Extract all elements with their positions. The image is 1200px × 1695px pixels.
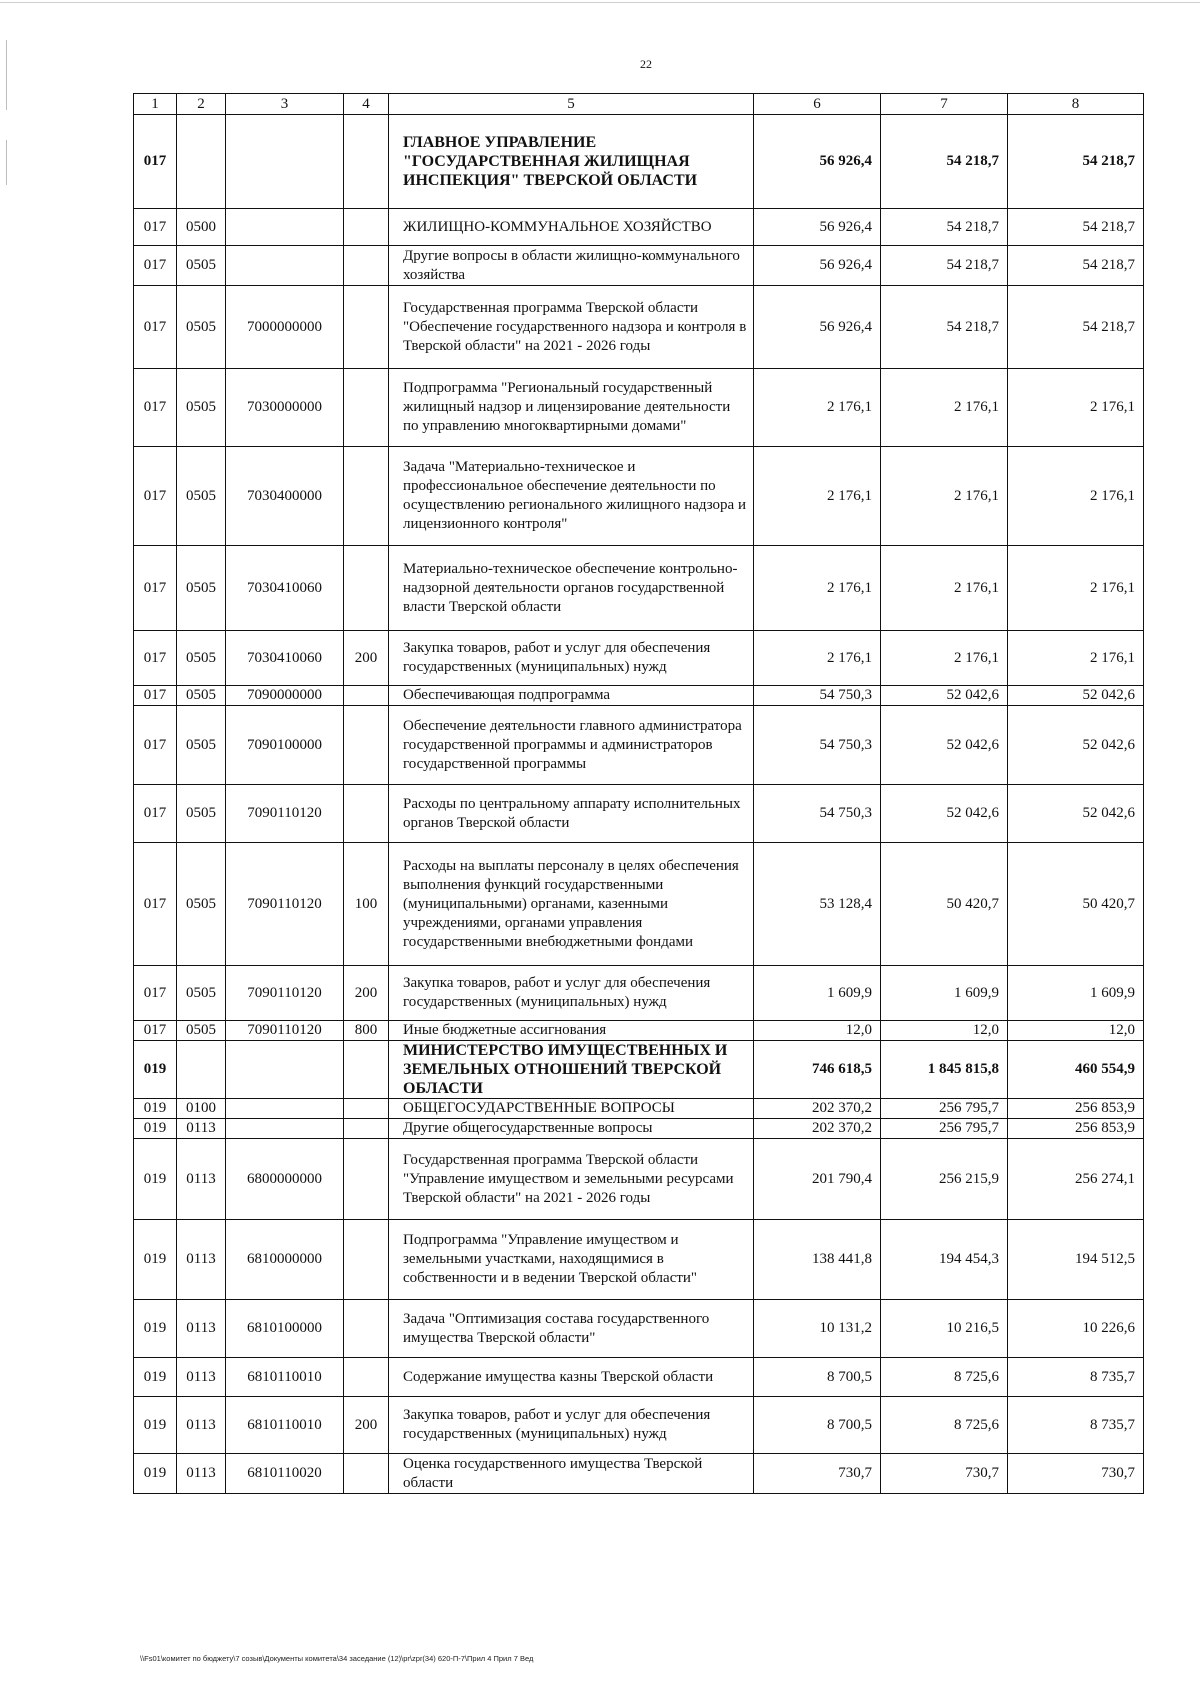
amount-2022-cell: 2 176,1: [754, 447, 881, 546]
target-article-cell: 6810110010: [226, 1397, 344, 1454]
section-code-cell: 0500: [177, 209, 226, 246]
table-row: [134, 369, 1144, 447]
item-name-cell: ГЛАВНОЕ УПРАВЛЕНИЕ "ГОСУДАРСТВЕННАЯ ЖИЛИЩНАЯ ИНСПЕКЦИЯ" ТВЕРСКОЙ ОБЛАСТИ: [389, 115, 754, 209]
column-header: 1: [134, 94, 177, 115]
amount-2024-cell: 52 042,6: [1008, 785, 1144, 843]
amount-2024-cell: 2 176,1: [1008, 546, 1144, 631]
expense-type-cell: [344, 1119, 389, 1139]
gov-code-cell: 019: [134, 1119, 177, 1139]
section-code-cell: 0505: [177, 843, 226, 966]
scan-edge-line: [0, 2, 1200, 3]
gov-code-cell: 017: [134, 686, 177, 706]
amount-2023-cell: 50 420,7: [881, 843, 1008, 966]
item-name-cell: Иные бюджетные ассигнования: [389, 1021, 754, 1041]
gov-code-cell: 017: [134, 447, 177, 546]
table-row: [134, 286, 1144, 369]
expense-type-cell: 200: [344, 966, 389, 1021]
amount-2023-cell: 52 042,6: [881, 686, 1008, 706]
section-code-cell: 0505: [177, 686, 226, 706]
item-name-cell: Закупка товаров, работ и услуг для обеспечения государственных (муниципальных) нужд: [389, 1397, 754, 1454]
item-name-cell: Другие вопросы в области жилищно-коммунального хозяйства: [389, 246, 754, 286]
amount-2023-cell: 2 176,1: [881, 631, 1008, 686]
table-row: [134, 966, 1144, 1021]
amount-2023-cell: 2 176,1: [881, 447, 1008, 546]
target-article-cell: 7090110120: [226, 843, 344, 966]
expense-type-cell: [344, 369, 389, 447]
expense-type-cell: [344, 286, 389, 369]
gov-code-cell: 019: [134, 1041, 177, 1099]
column-header: 5: [389, 94, 754, 115]
column-header: 2: [177, 94, 226, 115]
target-article-cell: 6810110010: [226, 1358, 344, 1397]
amount-2024-cell: 8 735,7: [1008, 1397, 1144, 1454]
gov-code-cell: 017: [134, 966, 177, 1021]
amount-2022-cell: 54 750,3: [754, 706, 881, 785]
table-row: [134, 1139, 1144, 1220]
target-article-cell: 7090100000: [226, 706, 344, 785]
amount-2023-cell: 52 042,6: [881, 785, 1008, 843]
item-name-cell: Содержание имущества казны Тверской области: [389, 1358, 754, 1397]
gov-code-cell: 019: [134, 1220, 177, 1300]
amount-2022-cell: 53 128,4: [754, 843, 881, 966]
target-article-cell: [226, 246, 344, 286]
amount-2022-cell: 746 618,5: [754, 1041, 881, 1099]
column-header: 4: [344, 94, 389, 115]
gov-code-cell: 017: [134, 843, 177, 966]
amount-2024-cell: 256 274,1: [1008, 1139, 1144, 1220]
amount-2023-cell: 1 845 815,8: [881, 1041, 1008, 1099]
target-article-cell: [226, 115, 344, 209]
target-article-cell: 6800000000: [226, 1139, 344, 1220]
section-code-cell: 0113: [177, 1454, 226, 1494]
amount-2023-cell: 52 042,6: [881, 706, 1008, 785]
amount-2023-cell: 54 218,7: [881, 246, 1008, 286]
amount-2022-cell: 12,0: [754, 1021, 881, 1041]
section-code-cell: 0100: [177, 1099, 226, 1119]
amount-2023-cell: 54 218,7: [881, 286, 1008, 369]
table-row: [134, 546, 1144, 631]
section-code-cell: 0505: [177, 369, 226, 447]
target-article-cell: 7030000000: [226, 369, 344, 447]
expense-type-cell: [344, 1300, 389, 1358]
item-name-cell: Другие общегосударственные вопросы: [389, 1119, 754, 1139]
item-name-cell: Подпрограмма "Управление имуществом и земельными участками, находящимися в собственности и в ведении Тверской области": [389, 1220, 754, 1300]
amount-2023-cell: 8 725,6: [881, 1397, 1008, 1454]
amount-2024-cell: 2 176,1: [1008, 369, 1144, 447]
amount-2022-cell: 54 750,3: [754, 686, 881, 706]
amount-2024-cell: 256 853,9: [1008, 1119, 1144, 1139]
column-header: 3: [226, 94, 344, 115]
target-article-cell: 7000000000: [226, 286, 344, 369]
expense-type-cell: 100: [344, 843, 389, 966]
amount-2024-cell: 52 042,6: [1008, 706, 1144, 785]
section-code-cell: 0113: [177, 1300, 226, 1358]
amount-2024-cell: 256 853,9: [1008, 1099, 1144, 1119]
table-row: [134, 1220, 1144, 1300]
amount-2022-cell: 56 926,4: [754, 209, 881, 246]
scan-edge-mark: [6, 140, 7, 185]
amount-2022-cell: 2 176,1: [754, 631, 881, 686]
amount-2022-cell: 2 176,1: [754, 369, 881, 447]
amount-2022-cell: 8 700,5: [754, 1358, 881, 1397]
amount-2023-cell: 2 176,1: [881, 546, 1008, 631]
amount-2024-cell: 54 218,7: [1008, 286, 1144, 369]
target-article-cell: 7090110120: [226, 1021, 344, 1041]
expense-type-cell: [344, 115, 389, 209]
gov-code-cell: 017: [134, 246, 177, 286]
expense-type-cell: [344, 1454, 389, 1494]
expense-type-cell: [344, 1041, 389, 1099]
section-code-cell: 0505: [177, 631, 226, 686]
gov-code-cell: 017: [134, 209, 177, 246]
amount-2024-cell: 2 176,1: [1008, 631, 1144, 686]
amount-2024-cell: 12,0: [1008, 1021, 1144, 1041]
scan-edge-mark: [6, 40, 7, 110]
amount-2023-cell: 54 218,7: [881, 115, 1008, 209]
amount-2022-cell: 730,7: [754, 1454, 881, 1494]
table-row: [134, 1397, 1144, 1454]
amount-2022-cell: 1 609,9: [754, 966, 881, 1021]
item-name-cell: Закупка товаров, работ и услуг для обеспечения государственных (муниципальных) нужд: [389, 966, 754, 1021]
section-code-cell: 0113: [177, 1220, 226, 1300]
section-code-cell: 0505: [177, 286, 226, 369]
gov-code-cell: 017: [134, 546, 177, 631]
section-code-cell: 0505: [177, 706, 226, 785]
gov-code-cell: 019: [134, 1358, 177, 1397]
item-name-cell: МИНИСТЕРСТВО ИМУЩЕСТВЕННЫХ И ЗЕМЕЛЬНЫХ ОТНОШЕНИЙ ТВЕРСКОЙ ОБЛАСТИ: [389, 1041, 754, 1099]
gov-code-cell: 019: [134, 1454, 177, 1494]
file-path-footer: \\Fs01\комитет по бюджету\7 созыв\Документы комитета\34 заседание (12)\pr\zpr(34) 620-П-7\Прил 4 Прил 7 Вед: [140, 1654, 534, 1663]
amount-2024-cell: 8 735,7: [1008, 1358, 1144, 1397]
gov-code-cell: 019: [134, 1300, 177, 1358]
amount-2024-cell: 460 554,9: [1008, 1041, 1144, 1099]
amount-2024-cell: 54 218,7: [1008, 246, 1144, 286]
expense-type-cell: [344, 1099, 389, 1119]
section-code-cell: 0505: [177, 546, 226, 631]
table-row: [134, 1021, 1144, 1041]
gov-code-cell: 017: [134, 369, 177, 447]
target-article-cell: [226, 1041, 344, 1099]
amount-2024-cell: 2 176,1: [1008, 447, 1144, 546]
section-code-cell: [177, 115, 226, 209]
expense-type-cell: [344, 1139, 389, 1220]
item-name-cell: Государственная программа Тверской области "Обеспечение государственного надзора и контроля в Тверской области" на 2021 - 2026 годы: [389, 286, 754, 369]
table-row: [134, 1041, 1144, 1099]
amount-2024-cell: 194 512,5: [1008, 1220, 1144, 1300]
gov-code-cell: 017: [134, 1021, 177, 1041]
item-name-cell: Государственная программа Тверской области "Управление имуществом и земельными ресурсами Тверской области" на 2021 - 2026 годы: [389, 1139, 754, 1220]
target-article-cell: [226, 1099, 344, 1119]
amount-2023-cell: 256 795,7: [881, 1099, 1008, 1119]
table-row: [134, 686, 1144, 706]
gov-code-cell: 017: [134, 115, 177, 209]
target-article-cell: 7030400000: [226, 447, 344, 546]
table-row: [134, 1358, 1144, 1397]
gov-code-cell: 017: [134, 631, 177, 686]
expense-type-cell: [344, 209, 389, 246]
item-name-cell: Задача "Оптимизация состава государственного имущества Тверской области": [389, 1300, 754, 1358]
amount-2023-cell: 1 609,9: [881, 966, 1008, 1021]
table-row: [134, 246, 1144, 286]
amount-2022-cell: 2 176,1: [754, 546, 881, 631]
target-article-cell: 7090110120: [226, 966, 344, 1021]
amount-2024-cell: 10 226,6: [1008, 1300, 1144, 1358]
amount-2022-cell: 10 131,2: [754, 1300, 881, 1358]
section-code-cell: 0505: [177, 1021, 226, 1041]
section-code-cell: 0113: [177, 1397, 226, 1454]
gov-code-cell: 017: [134, 785, 177, 843]
table-row: [134, 1300, 1144, 1358]
section-code-cell: 0113: [177, 1358, 226, 1397]
page-number: 22: [640, 57, 652, 71]
amount-2023-cell: 12,0: [881, 1021, 1008, 1041]
amount-2024-cell: 54 218,7: [1008, 209, 1144, 246]
expense-type-cell: [344, 686, 389, 706]
item-name-cell: Задача "Материально-техническое и профессиональное обеспечение деятельности по осуществлению регионального жилищного надзора и лицензионного контроля": [389, 447, 754, 546]
expense-type-cell: [344, 1220, 389, 1300]
expense-type-cell: [344, 706, 389, 785]
section-code-cell: [177, 1041, 226, 1099]
table-row: [134, 843, 1144, 966]
gov-code-cell: 019: [134, 1099, 177, 1119]
table-row: [134, 1454, 1144, 1494]
table-row: [134, 1119, 1144, 1139]
target-article-cell: 6810100000: [226, 1300, 344, 1358]
item-name-cell: ЖИЛИЩНО-КОММУНАЛЬНОЕ ХОЗЯЙСТВО: [389, 209, 754, 246]
amount-2022-cell: 201 790,4: [754, 1139, 881, 1220]
target-article-cell: 6810000000: [226, 1220, 344, 1300]
gov-code-cell: 019: [134, 1397, 177, 1454]
item-name-cell: Подпрограмма "Региональный государственный жилищный надзор и лицензирование деятельности по управлению многоквартирными домами": [389, 369, 754, 447]
expense-type-cell: [344, 785, 389, 843]
amount-2023-cell: 256 795,7: [881, 1119, 1008, 1139]
budget-table: [133, 93, 1144, 1494]
section-code-cell: 0505: [177, 966, 226, 1021]
table-row: [134, 209, 1144, 246]
target-article-cell: [226, 1119, 344, 1139]
table-row: [134, 1099, 1144, 1119]
gov-code-cell: 017: [134, 706, 177, 785]
section-code-cell: 0113: [177, 1119, 226, 1139]
expense-type-cell: 800: [344, 1021, 389, 1041]
amount-2024-cell: 54 218,7: [1008, 115, 1144, 209]
target-article-cell: 7090000000: [226, 686, 344, 706]
amount-2022-cell: 202 370,2: [754, 1099, 881, 1119]
amount-2024-cell: 50 420,7: [1008, 843, 1144, 966]
table-row: [134, 115, 1144, 209]
item-name-cell: Обеспечение деятельности главного администратора государственной программы и администраторов государственной программы: [389, 706, 754, 785]
amount-2022-cell: 56 926,4: [754, 246, 881, 286]
amount-2024-cell: 730,7: [1008, 1454, 1144, 1494]
table-row: [134, 706, 1144, 785]
item-name-cell: Оценка государственного имущества Тверской области: [389, 1454, 754, 1494]
amount-2022-cell: 202 370,2: [754, 1119, 881, 1139]
table-row: [134, 447, 1144, 546]
gov-code-cell: 017: [134, 286, 177, 369]
amount-2023-cell: 730,7: [881, 1454, 1008, 1494]
gov-code-cell: 019: [134, 1139, 177, 1220]
section-code-cell: 0505: [177, 246, 226, 286]
column-header: 8: [1008, 94, 1144, 115]
target-article-cell: [226, 209, 344, 246]
amount-2022-cell: 56 926,4: [754, 115, 881, 209]
amount-2023-cell: 194 454,3: [881, 1220, 1008, 1300]
target-article-cell: 6810110020: [226, 1454, 344, 1494]
table-row: [134, 785, 1144, 843]
item-name-cell: Обеспечивающая подпрограмма: [389, 686, 754, 706]
item-name-cell: Закупка товаров, работ и услуг для обеспечения государственных (муниципальных) нужд: [389, 631, 754, 686]
amount-2023-cell: 2 176,1: [881, 369, 1008, 447]
section-code-cell: 0113: [177, 1139, 226, 1220]
expense-type-cell: [344, 246, 389, 286]
column-header: 6: [754, 94, 881, 115]
amount-2022-cell: 8 700,5: [754, 1397, 881, 1454]
section-code-cell: 0505: [177, 447, 226, 546]
amount-2022-cell: 56 926,4: [754, 286, 881, 369]
amount-2024-cell: 52 042,6: [1008, 686, 1144, 706]
table-row: [134, 631, 1144, 686]
item-name-cell: Материально-техническое обеспечение контрольно-надзорной деятельности органов государственной власти Тверской области: [389, 546, 754, 631]
amount-2024-cell: 1 609,9: [1008, 966, 1144, 1021]
amount-2023-cell: 10 216,5: [881, 1300, 1008, 1358]
target-article-cell: 7030410060: [226, 631, 344, 686]
item-name-cell: Расходы по центральному аппарату исполнительных органов Тверской области: [389, 785, 754, 843]
item-name-cell: ОБЩЕГОСУДАРСТВЕННЫЕ ВОПРОСЫ: [389, 1099, 754, 1119]
expense-type-cell: [344, 1358, 389, 1397]
amount-2022-cell: 54 750,3: [754, 785, 881, 843]
target-article-cell: 7030410060: [226, 546, 344, 631]
amount-2023-cell: 8 725,6: [881, 1358, 1008, 1397]
item-name-cell: Расходы на выплаты персоналу в целях обеспечения выполнения функций государственными (муниципальными) органами, казенными учреждениями, органами управления государственными внебюджетными фондами: [389, 843, 754, 966]
expense-type-cell: 200: [344, 631, 389, 686]
section-code-cell: 0505: [177, 785, 226, 843]
amount-2023-cell: 54 218,7: [881, 209, 1008, 246]
target-article-cell: 7090110120: [226, 785, 344, 843]
amount-2023-cell: 256 215,9: [881, 1139, 1008, 1220]
table-header-row: [134, 94, 1144, 115]
expense-type-cell: [344, 546, 389, 631]
expense-type-cell: [344, 447, 389, 546]
amount-2022-cell: 138 441,8: [754, 1220, 881, 1300]
column-header: 7: [881, 94, 1008, 115]
expense-type-cell: 200: [344, 1397, 389, 1454]
